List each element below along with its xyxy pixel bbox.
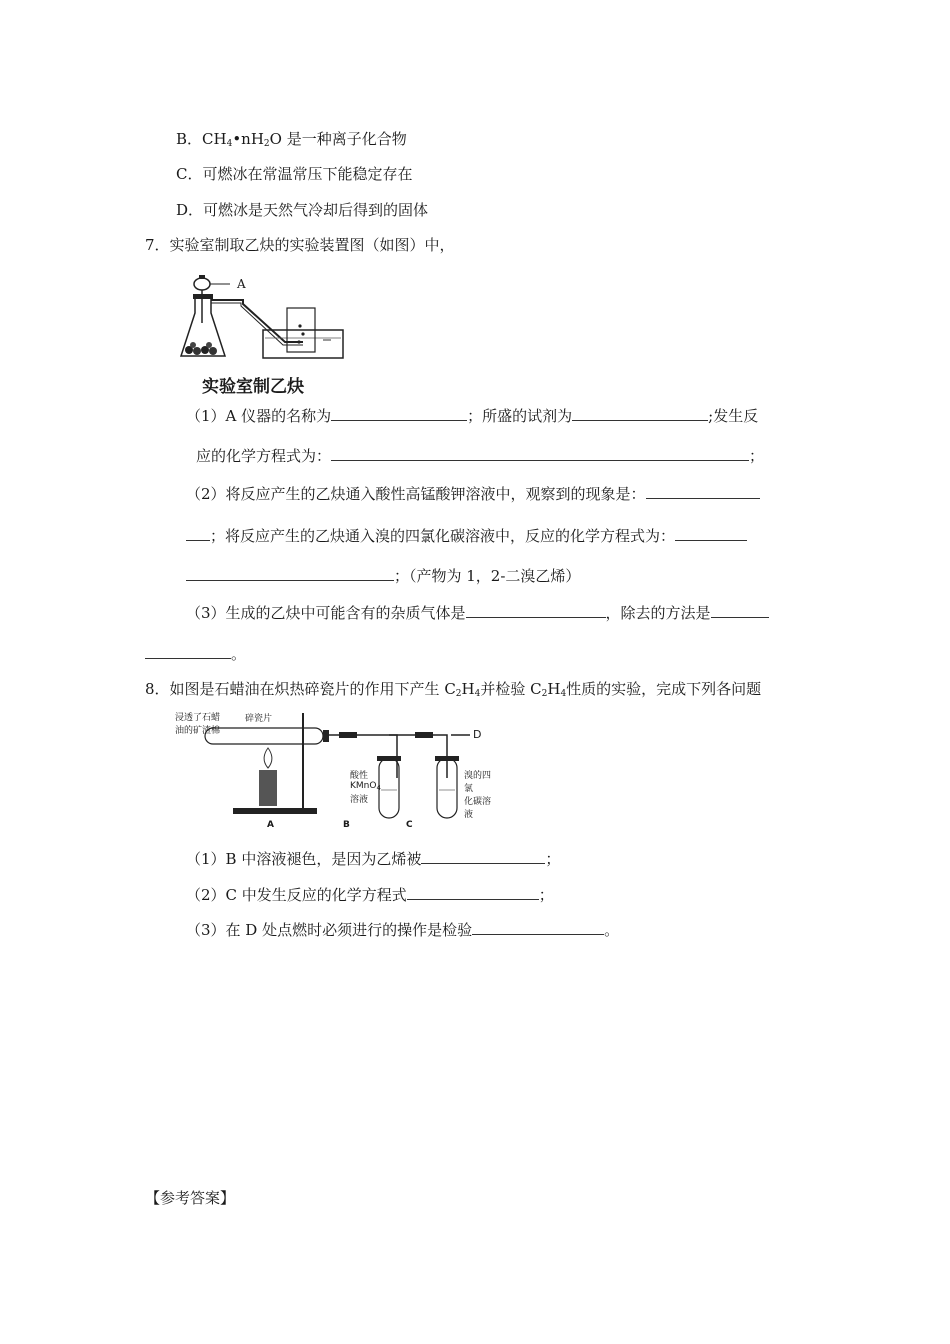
q6-option-c: C．可燃冰在常温常压下能稳定存在	[176, 165, 413, 183]
tag-c: C	[406, 820, 413, 830]
answer-blank[interactable]	[646, 484, 760, 499]
answer-blank[interactable]	[466, 603, 606, 618]
q8-part2: （2）C 中发生反应的化学方程式 ；	[186, 886, 554, 904]
q8-stem: 8．如图是石蜡油在炽热碎瓷片的作用下产生 $C_2H_4$并检验 $C_2H_4$性质的实验，完成下列各问题	[145, 680, 762, 699]
q8-part3: （3）在 D 处点燃时必须进行的操作是检验 。	[186, 921, 620, 939]
answer-blank[interactable]	[331, 406, 467, 421]
q7-part2-line1: （2）将反应产生的乙炔通入酸性高锰酸钾溶液中，观察到的现象是：	[186, 483, 760, 504]
answer-blank[interactable]	[472, 920, 604, 935]
answer-blank[interactable]	[145, 644, 231, 659]
q7-part3-line2: 。	[145, 643, 246, 664]
answer-heading: 【参考答案】	[145, 1189, 236, 1207]
q6-option-b: B．$CH_4•nH_2O$ 是一种离子化合物	[176, 130, 407, 149]
answer-blank[interactable]	[331, 446, 749, 461]
answer-blank[interactable]	[421, 849, 545, 864]
acetylene-apparatus-figure	[175, 268, 355, 398]
label-d: D	[473, 728, 482, 741]
q7-part2-line2: ；将反应产生的乙炔通入溴的四氯化碳溶液中，反应的化学方程式为：	[186, 525, 747, 546]
label-b-solution: 酸性 KMnO$_4$ 溶液	[350, 771, 381, 805]
tag-b: B	[343, 820, 350, 830]
answer-blank[interactable]	[407, 885, 539, 900]
q7-part2-line3: ；（产物为 1，2-二溴乙烯）	[186, 565, 580, 586]
answer-blank[interactable]	[675, 526, 747, 541]
ethylene-apparatus-figure	[175, 708, 495, 834]
answer-blank[interactable]	[186, 566, 394, 581]
label-c-solution: 溴的四氯 化碳溶液	[464, 771, 492, 820]
answer-blank[interactable]	[572, 406, 708, 421]
q7-part1-line2: 应的化学方程式为： ；	[196, 447, 765, 465]
q6-option-d: D．可燃冰是天然气冷却后得到的固体	[176, 201, 429, 219]
answer-blank[interactable]	[186, 526, 210, 541]
ethylene-apparatus-drawing	[175, 708, 495, 834]
q7-stem: 7．实验室制取乙炔的实验装置图（如图）中，	[145, 236, 455, 254]
q7-part1-line1: （1）A 仪器的名称为 ；所盛的试剂为 ;发生反	[186, 407, 759, 425]
acetylene-apparatus-drawing	[175, 268, 355, 368]
answer-blank[interactable]	[711, 603, 769, 618]
figure-caption: 实验室制乙炔	[202, 377, 304, 397]
q7-part3-line1: （3）生成的乙炔中可能含有的杂质气体是 ，除去的方法是	[186, 602, 769, 623]
tag-a: A	[267, 820, 274, 830]
label-a: A	[237, 277, 246, 291]
label-porcelain: 碎瓷片	[245, 714, 273, 724]
label-mineral-wool: 浸透了石蜡 油的矿渣棉	[175, 713, 221, 736]
q8-part1: （1）B 中溶液褪色，是因为乙烯被 ；	[186, 850, 561, 868]
